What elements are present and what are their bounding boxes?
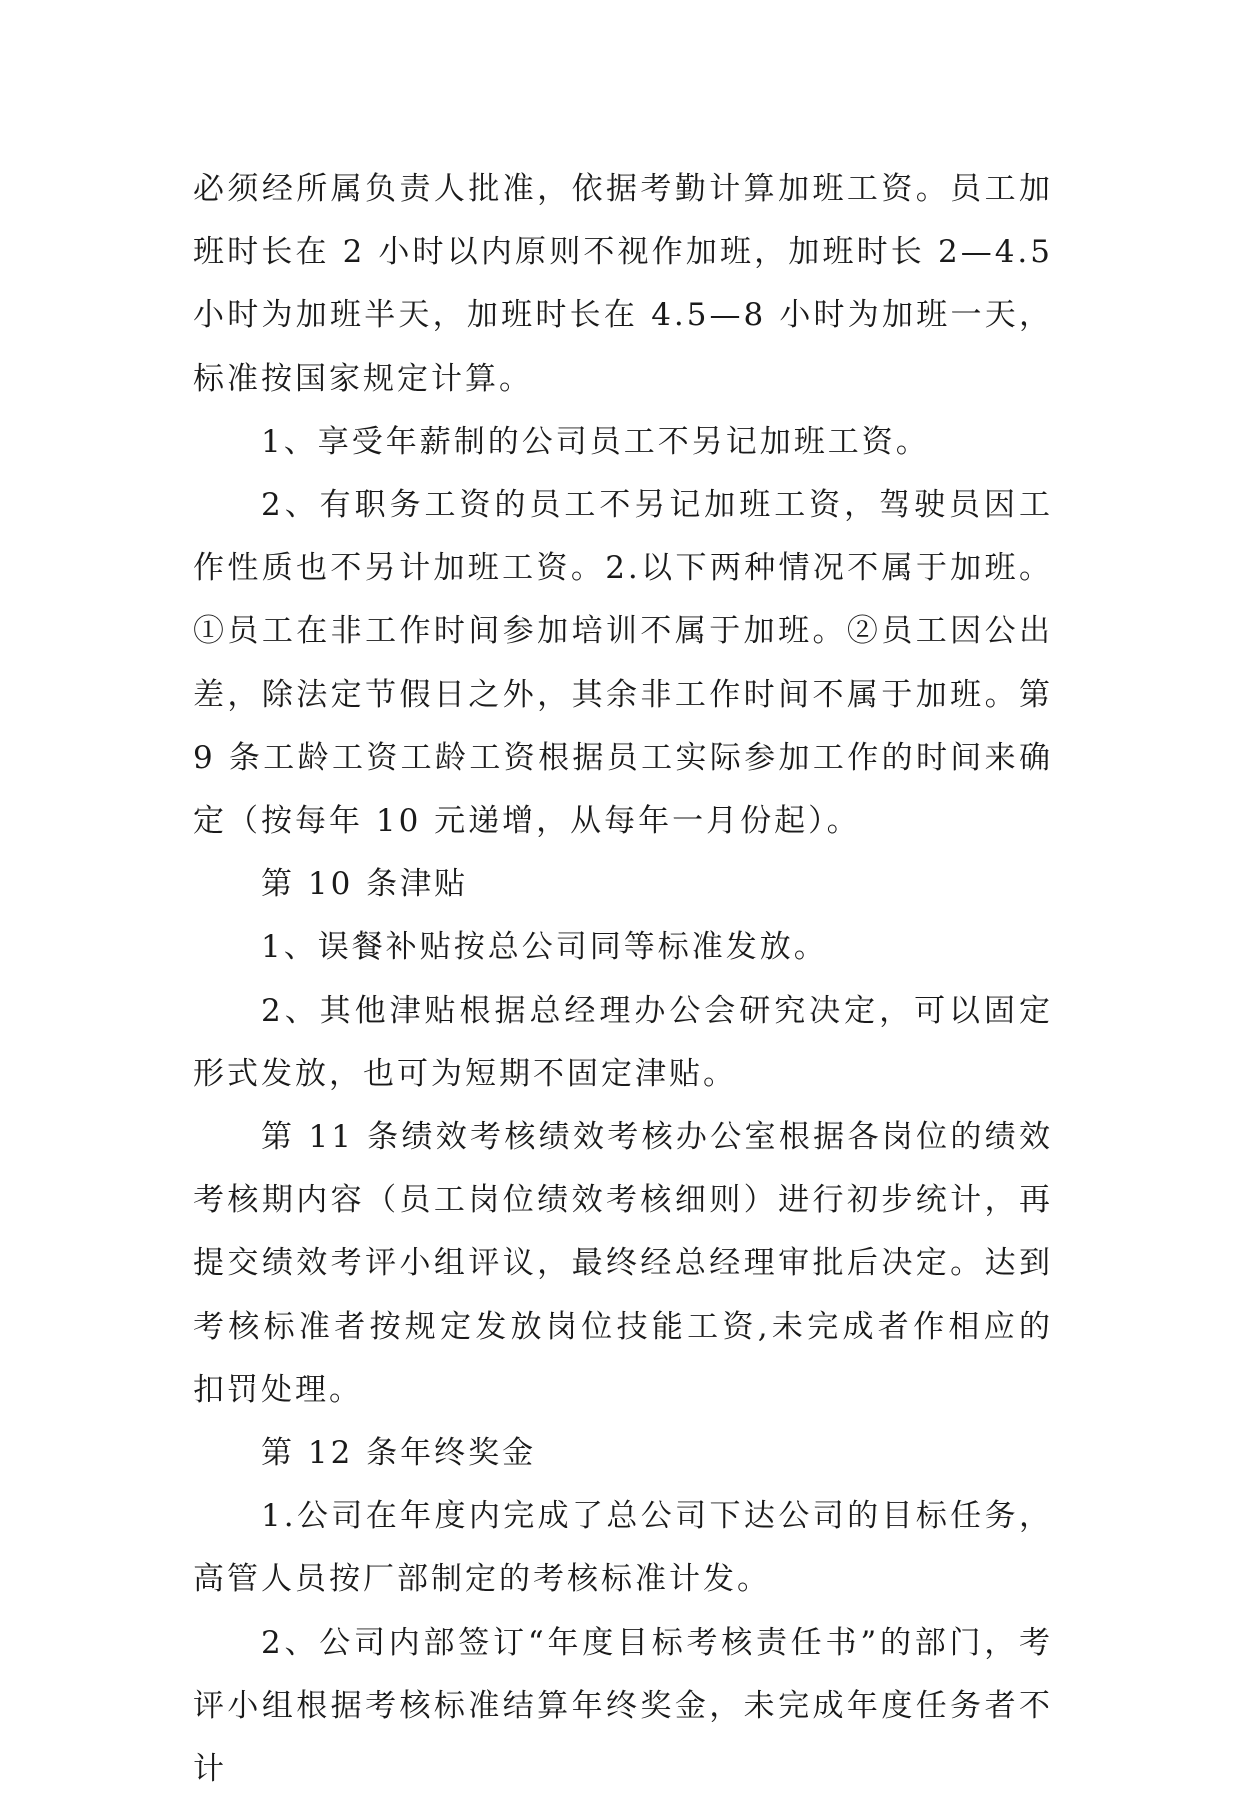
paragraph-annual-salary-staff: 1、享受年薪制的公司员工不另记加班工资。: [261, 423, 930, 460]
paragraph-other-allowances: 2、其他津贴根据总经理办公会研究决定，可以固定形式发放，也可为短期不固定津贴。: [193, 992, 1053, 1092]
paragraph-annual-target-bonus: 1.公司在年度内完成了总公司下达公司的目标任务，高管人员按厂部制定的考核标准计发。: [193, 1498, 1053, 1598]
section-heading-article-10: 第 10 条津贴: [261, 866, 469, 903]
document-body: [193, 158, 1053, 1801]
paragraph-article-11-performance: 第 11 条绩效考核绩效考核办公室根据各岗位的绩效考核期内容（员工岗位绩效考核细则）进行初步统计，再提交绩效考评小组评议，最终经总经理审批后决定。达到考核标准者按规定发放岗位技能工资,未完成者作相应的扣罚处理。: [193, 1119, 1053, 1408]
paragraph-department-bonus: 2、公司内部签订“年度目标考核责任书”的部门，考评小组根据考核标准结算年终奖金，未完成年度任务者不计: [193, 1624, 1053, 1788]
paragraph-meal-allowance: 1、误餐补贴按总公司同等标准发放。: [261, 929, 828, 966]
paragraph-position-salary-staff: 2、有职务工资的员工不另记加班工资，驾驶员因工作性质也不另计加班工资。2.以下两种情况不属于加班。①员工在非工作时间参加培训不属于加班。②员工因公出差，除法定节假日之外，其余非工作时间不属于加班。第 9 条工龄工资工龄工资根据员工实际参加工作的时间来确定（按每年 10 元递增，从每年一月份起）。: [193, 487, 1053, 840]
paragraph-overtime-rules: 必须经所属负责人批准，依据考勤计算加班工资。员工加班时长在 2 小时以内原则不视作加班，加班时长 2—4.5 小时为加班半天，加班时长在 4.5—8 小时为加班一天，标准按国家规定计算。: [193, 171, 1053, 397]
section-heading-article-12: 第 12 条年终奖金: [261, 1435, 537, 1472]
